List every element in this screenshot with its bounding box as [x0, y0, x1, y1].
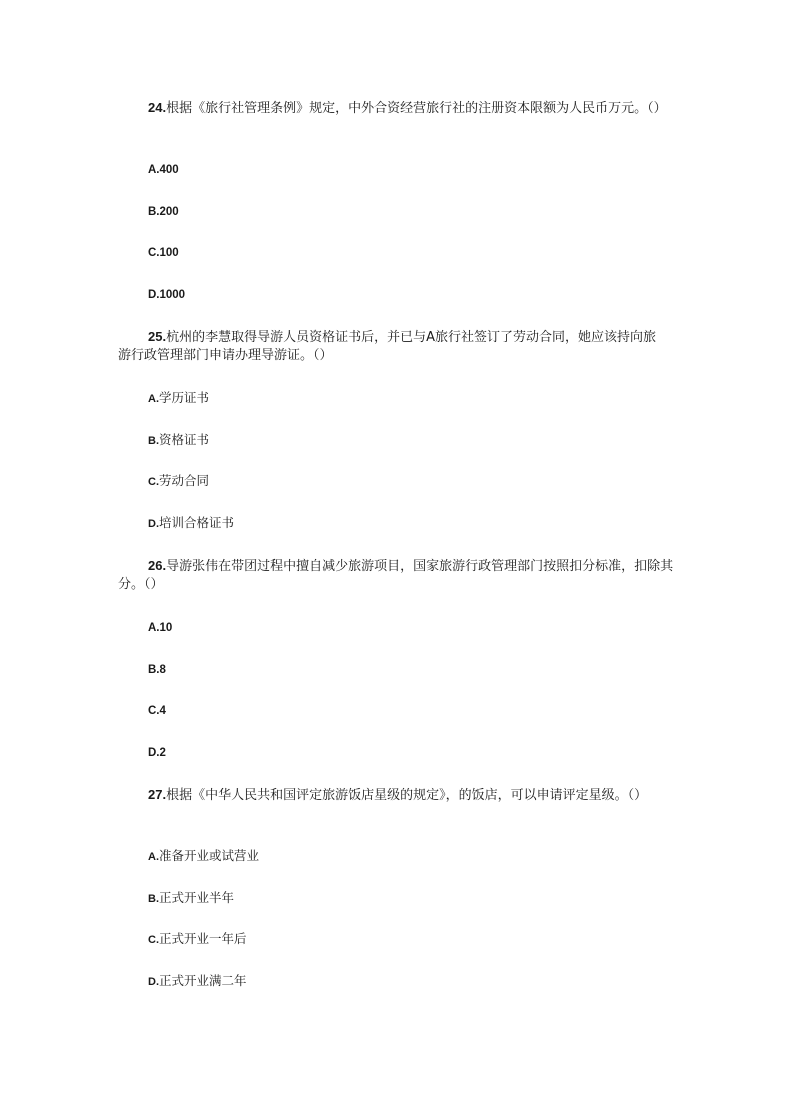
question-24-option-c: C.100	[148, 247, 179, 259]
question-26-option-d: D.2	[148, 747, 166, 759]
question-25-stem	[118, 328, 658, 365]
question-27-stem	[118, 786, 678, 805]
question-25-option-b: B.资格证书	[148, 432, 210, 447]
question-27-option-b: B.正式开业半年	[148, 890, 235, 905]
question-25-option-c: C.劳动合同	[148, 473, 210, 488]
question-26-stem	[118, 557, 678, 594]
question-text: 杭州的李慧取得导游人员资格证书后，并已与A旅行社签订了劳动合同，她应该持向旅游行政管理部门申请办理导游证。（）	[118, 330, 656, 363]
question-24-option-b: B.200	[148, 206, 179, 218]
question-number: 24.	[148, 100, 167, 115]
question-25-option-d: D.培训合格证书	[148, 515, 235, 530]
question-27-option-c: C.正式开业一年后	[148, 931, 247, 946]
question-25-option-a: A.学历证书	[148, 390, 210, 405]
question-text: 根据《中华人民共和国评定旅游饭店星级的规定》，的饭店，可以申请评定星级。（）	[166, 788, 648, 803]
question-26-option-a: A.10	[148, 622, 173, 634]
question-text: 导游张伟在带团过程中擅自减少旅游项目，国家旅游行政管理部门按照扣分标准，扣除其分。（）	[118, 559, 674, 592]
question-27-option-a: A.准备开业或试营业	[148, 848, 260, 863]
question-number: 27.	[148, 787, 167, 802]
question-number: 26.	[148, 558, 167, 573]
question-24-stem	[118, 99, 678, 118]
question-26-option-b: B.8	[148, 664, 166, 676]
question-24-option-d: D.1000	[148, 289, 186, 301]
question-26-option-c: C.4	[148, 705, 166, 717]
question-24-option-a: A.400	[148, 164, 179, 176]
question-number: 25.	[148, 329, 167, 344]
question-text: 根据《旅行社管理条例》规定，中外合资经营旅行社的注册资本限额为人民币万元。（）	[166, 101, 667, 116]
question-27-option-d: D.正式开业满二年	[148, 973, 247, 988]
